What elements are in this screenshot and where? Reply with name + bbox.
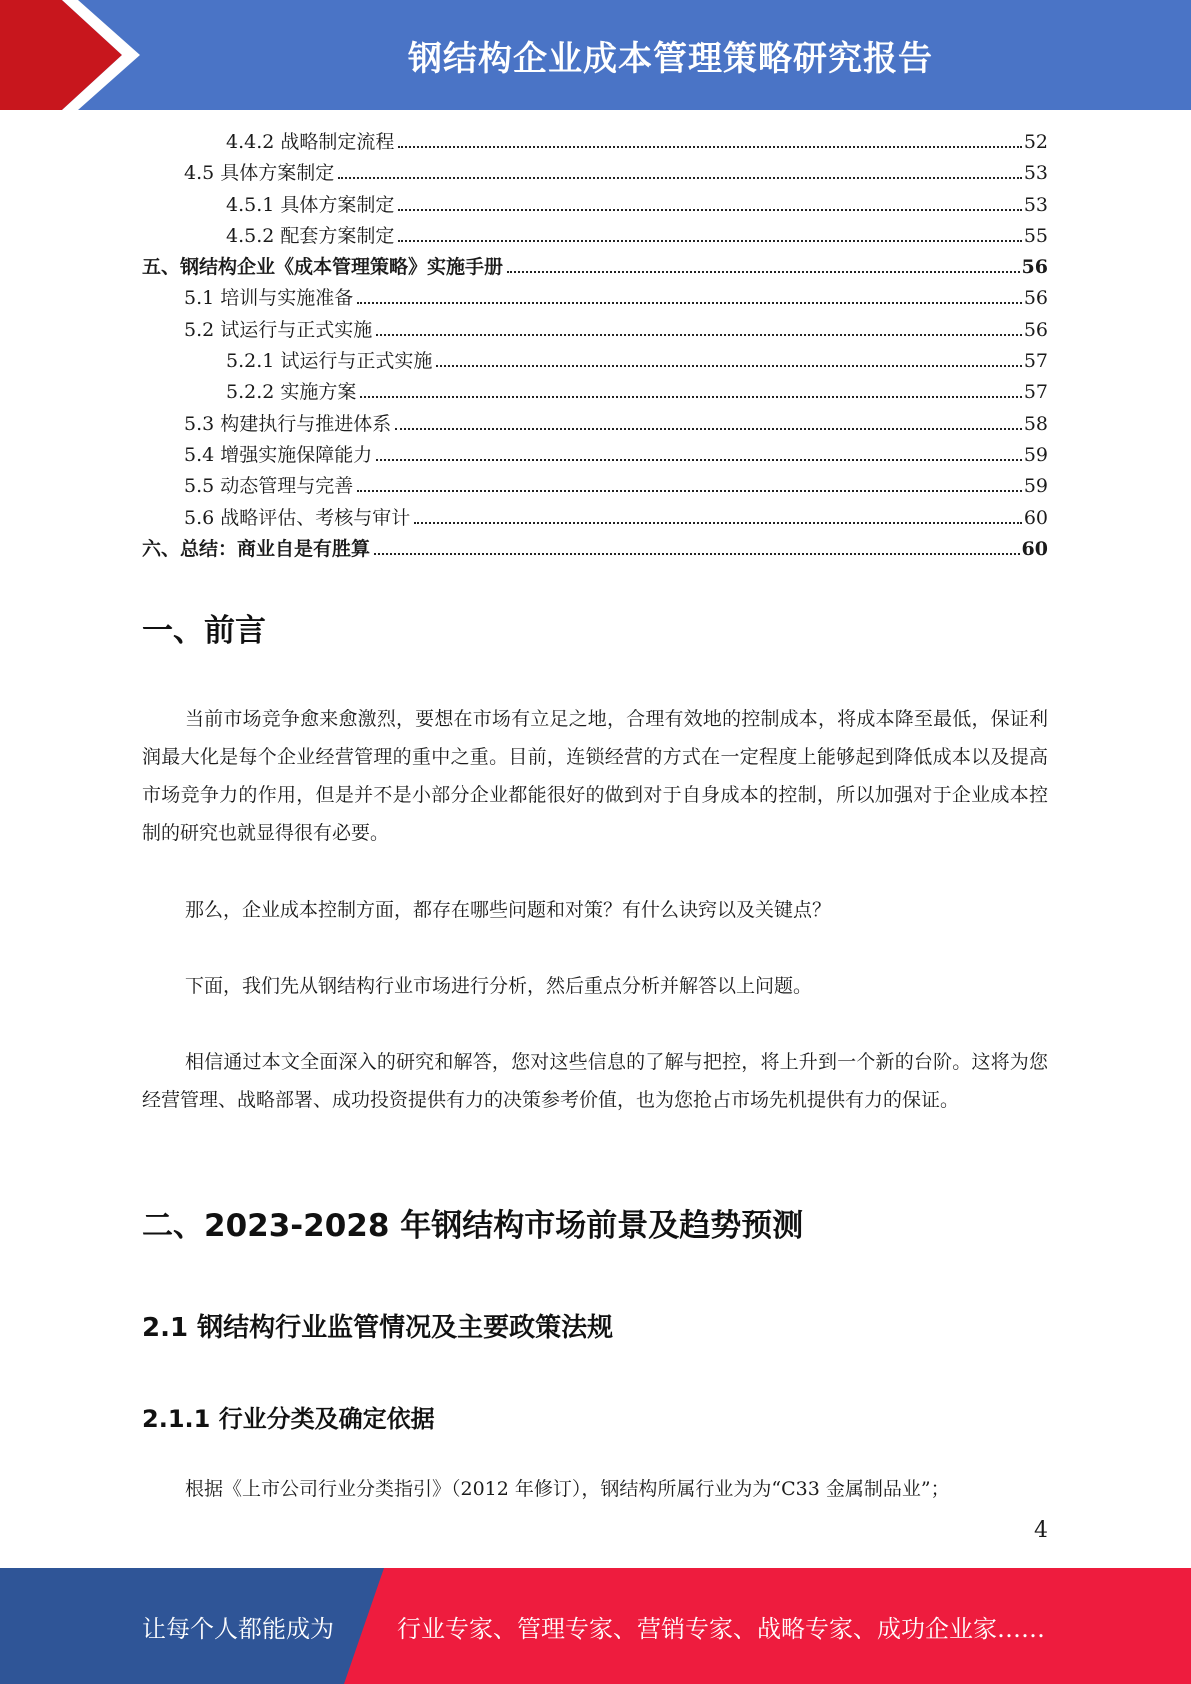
- toc-entry-page: 55: [1023, 224, 1048, 247]
- toc-dot-leader: [357, 302, 1022, 304]
- table-of-contents: [142, 127, 1048, 565]
- paragraph: 当前市场竞争愈来愈激烈，要想在市场有立足之地，合理有效地的控制成本，将成本降至最低，保证利润最大化是每个企业经营管理的重中之重。目前，连锁经营的方式在一定程度上能够起到降低成本以及提高市场竞争力的作用，但是并不是小部分企业都能很好的做到对于自身成本的控制，所以加强对于企业成本控制的研究也就显得很有必要。: [142, 708, 1048, 844]
- page-header: [0, 0, 1191, 110]
- toc-entry-title: 5.2.2 实施方案: [226, 381, 357, 404]
- page-number: 4: [1034, 1518, 1048, 1543]
- toc-dot-leader: [360, 396, 1021, 398]
- toc-entry-page: 60: [1021, 537, 1048, 560]
- toc-entry[interactable]: [142, 221, 1048, 252]
- toc-dot-leader: [395, 428, 1022, 430]
- footer-slogan-right: 行业专家、管理专家、营销专家、战略专家、成功企业家……: [397, 1614, 1045, 1643]
- toc-entry-title: 五、钢结构企业《成本管理策略》实施手册: [142, 256, 504, 279]
- toc-entry-page: 59: [1023, 475, 1048, 498]
- toc-entry-title: 5.5 动态管理与完善: [184, 475, 354, 498]
- toc-entry-page: 56: [1023, 318, 1048, 341]
- toc-entry-title: 5.1 培训与实施准备: [184, 287, 354, 310]
- toc-dot-leader: [507, 271, 1020, 273]
- toc-dot-leader: [414, 522, 1022, 524]
- toc-entry-page: 59: [1023, 443, 1048, 466]
- subsection-heading: 2.1 钢结构行业监管情况及主要政策法规: [142, 1313, 614, 1343]
- toc-dot-leader: [376, 334, 1022, 336]
- toc-dot-leader: [398, 146, 1021, 148]
- toc-entry-page: 57: [1023, 381, 1048, 404]
- section-heading-preface: 一、前言: [142, 613, 266, 649]
- page-footer: [0, 1568, 1191, 1684]
- toc-entry-page: 56: [1023, 287, 1048, 310]
- toc-entry[interactable]: [142, 534, 1048, 565]
- paragraph: 相信通过本文全面深入的研究和解答，您对这些信息的了解与把控，将上升到一个新的台阶。这将为您经营管理、战略部署、成功投资提供有力的决策参考价值，也为您抢占市场先机提供有力的保证。: [142, 1051, 1048, 1111]
- paragraph: 根据《上市公司行业分类指引》（2012 年修订），钢结构所属行业为为“C33 金属制品业”；: [185, 1478, 950, 1500]
- toc-dot-leader: [357, 490, 1022, 492]
- toc-entry-title: 5.3 构建执行与推进体系: [184, 412, 392, 435]
- toc-dot-leader: [398, 209, 1021, 211]
- toc-entry[interactable]: [142, 158, 1048, 189]
- toc-entry-title: 4.4.2 战略制定流程: [226, 131, 395, 153]
- section-heading-forecast: 二、2023-2028 年钢结构市场前景及趋势预测: [142, 1208, 804, 1244]
- toc-entry[interactable]: [142, 409, 1048, 440]
- toc-entry-page: 53: [1023, 162, 1048, 185]
- paragraph: 那么，企业成本控制方面，都存在哪些问题和对策？有什么诀窍以及关键点？: [185, 899, 832, 921]
- toc-entry-page: 52: [1023, 131, 1048, 153]
- report-title: 钢结构企业成本管理策略研究报告: [408, 38, 933, 79]
- toc-entry[interactable]: [142, 283, 1048, 314]
- toc-entry-page: 58: [1023, 412, 1048, 435]
- toc-entry-title: 六、总结：商业自是有胜算: [142, 537, 371, 560]
- footer-slogan-left: 让每个人都能成为: [142, 1614, 334, 1643]
- toc-entry-page: 53: [1023, 193, 1048, 216]
- toc-entry-page: 60: [1023, 506, 1048, 529]
- toc-dot-leader: [436, 365, 1021, 367]
- toc-entry[interactable]: [142, 377, 1048, 408]
- toc-entry[interactable]: [142, 471, 1048, 502]
- toc-entry-title: 4.5.1 具体方案制定: [226, 193, 395, 216]
- toc-entry[interactable]: [142, 252, 1048, 283]
- paragraph: 下面，我们先从钢结构行业市场进行分析，然后重点分析并解答以上问题。: [185, 975, 813, 997]
- toc-entry-title: 5.4 增强实施保障能力: [184, 443, 373, 466]
- toc-entry[interactable]: [142, 440, 1048, 471]
- toc-entry[interactable]: [142, 315, 1048, 346]
- toc-entry-title: 5.2 试运行与正式实施: [184, 318, 373, 341]
- toc-entry-title: 5.2.1 试运行与正式实施: [226, 350, 433, 373]
- toc-entry[interactable]: [142, 127, 1048, 158]
- toc-entry-page: 56: [1021, 256, 1048, 279]
- toc-dot-leader: [338, 177, 1022, 179]
- toc-dot-leader: [376, 459, 1022, 461]
- toc-entry[interactable]: [142, 190, 1048, 221]
- sub-subsection-heading: 2.1.1 行业分类及确定依据: [142, 1405, 435, 1433]
- toc-entry-title: 5.6 战略评估、考核与审计: [184, 506, 411, 529]
- toc-entry[interactable]: [142, 346, 1048, 377]
- toc-entry-page: 57: [1023, 350, 1048, 373]
- toc-entry-title: 4.5.2 配套方案制定: [226, 224, 395, 247]
- toc-entry-title: 4.5 具体方案制定: [184, 162, 335, 185]
- toc-dot-leader: [398, 240, 1021, 242]
- header-arrow-decoration: [0, 0, 160, 110]
- toc-entry[interactable]: [142, 503, 1048, 534]
- toc-dot-leader: [374, 553, 1020, 555]
